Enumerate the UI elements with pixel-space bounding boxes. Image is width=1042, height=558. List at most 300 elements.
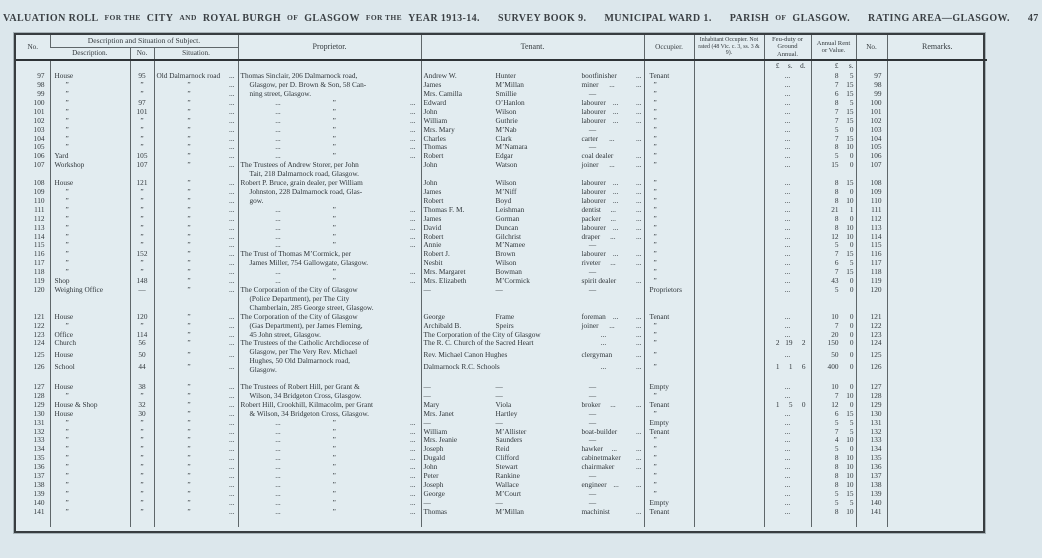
cell-street-no: 148 <box>130 277 154 286</box>
ditto-mark: ” <box>65 222 69 232</box>
leader-dots: ... <box>275 133 281 143</box>
leader-dots: ... <box>275 480 281 489</box>
leader-dots: ... <box>410 488 416 498</box>
leader-dots: ... <box>229 399 235 409</box>
occupation-text: — <box>588 142 597 152</box>
leader-dots <box>617 428 625 437</box>
cell-inhabitant-occupier <box>694 383 764 392</box>
cell-inhabitant-occupier <box>694 197 764 206</box>
leader-dots: ... <box>275 151 281 161</box>
leader-dots <box>617 72 626 81</box>
leader-dots: ... <box>610 258 616 268</box>
leader-dots <box>614 463 625 472</box>
ditto-mark: ” <box>187 435 191 445</box>
tenant-forename: Robert <box>423 151 444 161</box>
cell-street-no: ” <box>130 197 154 206</box>
tenant-forename: Andrew W. <box>423 71 457 81</box>
cell-occupier <box>644 206 694 215</box>
cell-proprietor <box>238 499 421 508</box>
cell-inhabitant-occupier <box>694 428 764 437</box>
cell-no-2: 97 <box>856 72 887 81</box>
ditto-mark: ” <box>332 133 336 143</box>
leader-dots: ... <box>275 240 281 250</box>
leader-dots: ... <box>229 480 235 489</box>
cell-no-2: 129 <box>856 401 887 410</box>
tenant-surname: M’Millan <box>495 506 524 516</box>
ditto-mark: ” <box>187 187 191 196</box>
situation-content <box>157 72 236 81</box>
leader-dots: ... <box>784 462 791 472</box>
tenant-forename: Nesbit <box>423 258 443 268</box>
ditto-mark: ” <box>653 408 657 418</box>
leader-dots: ... <box>784 89 791 99</box>
ditto-mark: ” <box>65 417 69 427</box>
cell-street-no: 97 <box>130 99 154 108</box>
rent-pounds: 15 <box>831 160 839 170</box>
cell-description <box>50 188 130 197</box>
cell-remarks <box>887 117 987 126</box>
cell-no: 140 <box>33 497 45 507</box>
cell-remarks <box>887 313 987 322</box>
leader-dots: ... <box>275 204 281 214</box>
leader-dots: ... <box>275 115 281 125</box>
cell-remarks <box>887 401 987 410</box>
cell-street-no: 107 <box>130 161 154 179</box>
cell-situation <box>154 472 238 481</box>
leader-dots: ... <box>275 213 281 223</box>
cell-situation <box>154 72 238 81</box>
ditto-mark: ” <box>187 506 191 516</box>
rent-pounds: 7 <box>834 320 839 330</box>
ditto-mark: ” <box>187 350 191 360</box>
description-text: House <box>54 408 74 418</box>
cell-occupier <box>644 259 694 268</box>
ditto-mark: ” <box>332 417 336 427</box>
ditto-mark: ” <box>653 258 657 268</box>
proprietor-text-line: Robert P. Bruce, grain dealer, per William <box>240 178 363 188</box>
cell-remarks <box>887 445 987 454</box>
leader-dots: ... <box>610 231 616 241</box>
proprietor-ditto <box>241 206 419 215</box>
occupation-text: boat-builder <box>581 426 618 436</box>
ditto-mark: ” <box>187 115 191 125</box>
ditto-mark: ” <box>653 213 657 223</box>
leader-dots: ... <box>636 338 642 348</box>
cell-remarks <box>887 268 987 277</box>
ditto-mark: ” <box>187 444 191 454</box>
title-segment: PARISH <box>729 13 770 24</box>
spacer-cell <box>811 517 856 527</box>
cell-no-2: 120 <box>856 286 887 313</box>
leader-dots: ... <box>784 178 791 188</box>
cell-remarks <box>887 161 987 179</box>
cell-tenant <box>421 241 644 250</box>
cell-remarks <box>887 490 987 499</box>
leader-dots: ... <box>784 240 791 250</box>
cell-remarks <box>887 250 987 259</box>
occupation-text: — <box>588 267 597 277</box>
cell-tenant <box>421 233 644 242</box>
cell-inhabitant-occupier <box>694 499 764 508</box>
proprietor-text-line: The Trustees of Robert Hill, per Grant & <box>240 382 360 392</box>
cell-situation <box>154 401 238 410</box>
cell-no-2: 109 <box>856 188 887 197</box>
leader-dots: ... <box>275 267 281 277</box>
cell-remarks <box>887 215 987 224</box>
cell-situation <box>154 90 238 99</box>
leader-dots <box>612 351 625 360</box>
ditto-mark: ” <box>332 480 336 489</box>
leader-dots: ... <box>613 480 619 489</box>
rent-pounds: 6 <box>834 89 839 99</box>
rent-shillings: 15 <box>846 267 854 277</box>
ditto-mark: ” <box>332 444 336 454</box>
cell-street-no: ” <box>130 126 154 135</box>
cell-street-no: ” <box>130 224 154 233</box>
rent-pounds: 7 <box>834 267 839 277</box>
situation-content <box>157 472 236 481</box>
cell-no: 135 <box>33 453 45 463</box>
cell-no: 127 <box>33 382 45 392</box>
leader-dots: ... <box>610 399 616 409</box>
cell-remarks <box>887 322 987 331</box>
cell-inhabitant-occupier <box>694 161 764 179</box>
cell-proprietor <box>238 286 421 313</box>
ditto-mark: ” <box>187 417 191 427</box>
header-remarks: Remarks. <box>887 35 987 60</box>
rent-pounds: 5 <box>834 444 839 454</box>
feu-value <box>767 339 809 348</box>
leader-dots: ... <box>275 222 281 232</box>
cell-occupier <box>644 117 694 126</box>
leader-dots: ... <box>636 151 642 161</box>
header-tenant: Tenant. <box>421 35 644 60</box>
cell-description <box>50 481 130 490</box>
rent-pounds: 8 <box>834 213 839 223</box>
cell-remarks <box>887 383 987 392</box>
ditto-mark: ” <box>65 435 69 445</box>
cell-no-2: 133 <box>856 436 887 445</box>
cell-no: 141 <box>33 506 45 516</box>
occupation-text: clergyman <box>581 350 613 360</box>
leader-dots: ... <box>229 231 235 241</box>
ditto-mark: ” <box>187 80 191 90</box>
ditto-mark: ” <box>653 195 657 205</box>
cell-no-2: 112 <box>856 215 887 224</box>
header-inhabitant-occupier: Inhabitant Occupier. Not rated (48 Vic. c. 3, ss. 3 & 9). <box>694 35 764 60</box>
situation-content <box>157 401 236 410</box>
leader-dots: ... <box>410 276 416 286</box>
rent-shillings: 15 <box>846 89 854 99</box>
proprietor-ditto <box>241 490 419 499</box>
cell-tenant <box>421 410 644 419</box>
cell-feu-duty <box>764 363 811 375</box>
tenant-forename: Joseph <box>423 444 444 454</box>
spacer-cell <box>421 375 644 383</box>
cell-situation <box>154 508 238 517</box>
rent-pounds: 43 <box>831 276 839 286</box>
ditto-mark: ” <box>65 320 69 330</box>
cell-no-2: 124 <box>856 339 887 351</box>
leader-dots: ... <box>636 329 642 339</box>
ditto-mark: ” <box>65 453 69 463</box>
proprietor-ditto <box>241 445 419 454</box>
leader-dots: ... <box>636 462 642 472</box>
rent-pounds: 7 <box>834 249 839 259</box>
rent-shillings: 0 <box>849 320 854 330</box>
leader-dots: ... <box>784 142 791 152</box>
proprietor-ditto <box>241 135 419 144</box>
cell-remarks <box>887 81 987 90</box>
cell-no: 101 <box>33 106 45 116</box>
occupation-text: labourer <box>581 195 606 205</box>
ditto-mark: ” <box>65 187 69 196</box>
ditto-mark: ” <box>187 231 191 241</box>
occupation-text: joiner <box>581 160 599 170</box>
proprietor-text-line: Glasgow, per The Very Rev. Michael <box>249 347 358 357</box>
rent-shillings: 0 <box>849 240 854 250</box>
proprietor-text-line: 45 John street, Glasgow. <box>249 329 321 339</box>
leader-dots: ... <box>610 213 616 223</box>
ditto-mark: ” <box>653 453 657 463</box>
rent-pounds: 7 <box>834 106 839 116</box>
filler-row <box>16 517 987 527</box>
ditto-mark: ” <box>653 390 657 400</box>
tenant-content <box>424 117 642 126</box>
cell-remarks <box>887 152 987 161</box>
tenant-forename: Thomas <box>423 506 448 516</box>
valuation-table-sheet <box>14 33 985 533</box>
tenant-forename: George <box>423 311 445 321</box>
rent-value <box>814 313 854 322</box>
rent-value <box>814 277 854 286</box>
leader-dots: ... <box>410 471 416 481</box>
cell-description <box>50 454 130 463</box>
ditto-mark: ” <box>332 115 336 125</box>
tenant-forename: Mary <box>423 399 440 409</box>
spacer-cell <box>130 517 154 527</box>
leader-dots <box>610 508 626 517</box>
title-segment: VALUATION ROLL <box>3 13 99 24</box>
leader-dots: ... <box>784 284 791 294</box>
situation-content <box>157 351 236 360</box>
proprietor-ditto <box>241 508 419 517</box>
cell-no: 109 <box>33 187 45 196</box>
cell-situation <box>154 419 238 428</box>
cell-occupier <box>644 339 694 351</box>
tenant-forename: Dugald <box>423 453 445 463</box>
rent-shillings: 5 <box>849 426 854 436</box>
cell-no: 97 <box>37 71 45 81</box>
cell-street-no: 101 <box>130 108 154 117</box>
cell-inhabitant-occupier <box>694 313 764 322</box>
cell-no-2: 111 <box>856 206 887 215</box>
rent-shillings: 5 <box>849 71 854 81</box>
cell-street-no: ” <box>130 188 154 197</box>
leader-dots: ... <box>784 71 791 81</box>
tenant-forename: David <box>423 222 442 232</box>
tenant-forename: — <box>423 417 431 427</box>
leader-dots: ... <box>275 231 281 241</box>
situation-content <box>157 250 236 259</box>
cell-remarks <box>887 410 987 419</box>
cell-situation <box>154 313 238 322</box>
cell-situation <box>154 490 238 499</box>
proprietor-text-line: ning street, Glasgow. <box>249 89 312 99</box>
ditto-mark: ” <box>187 204 191 214</box>
situation-content <box>157 81 236 90</box>
situation-content <box>157 313 236 322</box>
cell-proprietor <box>238 72 421 99</box>
rent-value <box>814 410 854 419</box>
tenant-forename: George <box>423 488 445 498</box>
leader-dots: ... <box>784 160 791 170</box>
leader-dots: ... <box>229 488 235 498</box>
proprietor-text-line: gow. <box>249 195 264 205</box>
cell-remarks <box>887 277 987 286</box>
tenant-content <box>424 472 642 481</box>
rent-shillings: 0 <box>849 338 854 348</box>
cell-no-2: 136 <box>856 463 887 472</box>
ditto-mark: ” <box>65 124 69 134</box>
leader-dots: ... <box>229 320 235 330</box>
cell-inhabitant-occupier <box>694 250 764 259</box>
leader-dots: ... <box>410 462 416 472</box>
cell-street-no: ” <box>130 81 154 90</box>
cell-remarks <box>887 499 987 508</box>
cell-no-2: 131 <box>856 419 887 428</box>
cell-remarks <box>887 392 987 401</box>
cell-description <box>50 90 130 99</box>
rent-pounds: 5 <box>834 488 839 498</box>
cell-situation <box>154 197 238 206</box>
ditto-mark: ” <box>653 178 657 188</box>
tenant-content <box>424 161 642 170</box>
cell-description <box>50 286 130 313</box>
ditto-mark: ” <box>653 142 657 152</box>
ditto-mark: ” <box>332 506 336 516</box>
ditto-mark: ” <box>332 471 336 481</box>
proprietor-ditto <box>241 463 419 472</box>
cell-no-2: 119 <box>856 277 887 286</box>
cell-situation <box>154 322 238 331</box>
occupation-text: — <box>588 417 597 427</box>
tenant-content <box>424 108 642 117</box>
rent-shillings: 15 <box>846 408 854 418</box>
leader-dots: ... <box>275 142 281 152</box>
rent-value <box>814 143 854 152</box>
cell-situation <box>154 117 238 126</box>
ditto-mark: ” <box>65 249 69 259</box>
leader-dots: ... <box>636 106 642 116</box>
leader-dots: ... <box>275 106 281 116</box>
ditto-mark: ” <box>332 222 336 232</box>
situation-content <box>157 197 236 206</box>
tenant-forename: James <box>423 187 442 196</box>
tenant-forename: Robert J. <box>423 249 450 259</box>
leader-dots: ... <box>229 240 235 250</box>
cell-situation <box>154 268 238 277</box>
cell-description <box>50 445 130 454</box>
tenant-content <box>424 410 642 419</box>
leader-dots: ... <box>275 417 281 427</box>
cell-no: 137 <box>33 471 45 481</box>
cell-remarks <box>887 463 987 472</box>
leader-dots: ... <box>600 362 607 372</box>
cell-situation <box>154 224 238 233</box>
leader-dots: ... <box>229 506 235 516</box>
cell-remarks <box>887 60 987 72</box>
cell-no: 105 <box>33 142 45 152</box>
ditto-mark: ” <box>65 133 69 143</box>
cell-proprietor <box>238 99 421 108</box>
cell-situation <box>154 454 238 463</box>
ditto-mark: ” <box>653 97 657 107</box>
rent-pounds: 8 <box>834 195 839 205</box>
cell-no-2: 99 <box>856 90 887 99</box>
ditto-mark: ” <box>653 106 657 116</box>
ditto-mark: ” <box>653 320 657 330</box>
cell-description <box>50 383 130 392</box>
leader-dots: ... <box>636 506 642 516</box>
leader-dots: ... <box>636 258 642 268</box>
cell-no: 112 <box>33 213 45 223</box>
proprietor-text-line: The Corporation of the City of Glasgow <box>240 284 358 294</box>
proprietor-ditto <box>241 126 419 135</box>
occupation-text: engineer <box>581 480 607 489</box>
tenant-surname: — <box>495 284 503 294</box>
ditto-mark: ” <box>332 435 336 445</box>
proprietor-ditto <box>241 499 419 508</box>
cell-inhabitant-occupier <box>694 224 764 233</box>
leader-dots: ... <box>410 106 416 116</box>
leader-dots: ... <box>229 89 235 99</box>
rent-shillings: 0 <box>849 284 854 294</box>
tenant-surname: Frame <box>495 311 515 321</box>
cell-remarks <box>887 143 987 152</box>
leader-dots: ... <box>612 115 619 125</box>
situation-content <box>157 463 236 472</box>
ditto-mark: ” <box>65 106 69 116</box>
leader-dots: ... <box>229 453 235 463</box>
cell-inhabitant-occupier <box>694 60 764 72</box>
feu-pence: 0 <box>801 399 806 409</box>
tenant-content <box>424 250 642 259</box>
rent-value <box>814 250 854 259</box>
cell-street-no: ” <box>130 241 154 250</box>
cell-occupier <box>644 472 694 481</box>
ditto-mark: ” <box>653 151 657 161</box>
cell-no-2: 108 <box>856 179 887 188</box>
cell-description <box>50 472 130 481</box>
rent-currency-labels <box>814 61 854 72</box>
ditto-mark: ” <box>653 444 657 454</box>
cell-no: 124 <box>33 338 45 348</box>
tenant-forename: John <box>423 106 438 116</box>
cell-tenant <box>421 161 644 179</box>
leader-dots: ... <box>636 350 642 360</box>
title-segment: AND <box>179 13 197 23</box>
rent-shillings: 15 <box>846 488 854 498</box>
cell-description <box>50 428 130 437</box>
tenant-surname: Bowman <box>495 267 522 277</box>
tenant-name: Rev. Michael Canon Hughes <box>423 350 508 360</box>
ditto-mark: ” <box>332 453 336 463</box>
cell-annual-rent <box>811 508 856 517</box>
situation-content <box>157 481 236 490</box>
tenant-content <box>424 179 642 188</box>
table-row <box>16 286 987 313</box>
